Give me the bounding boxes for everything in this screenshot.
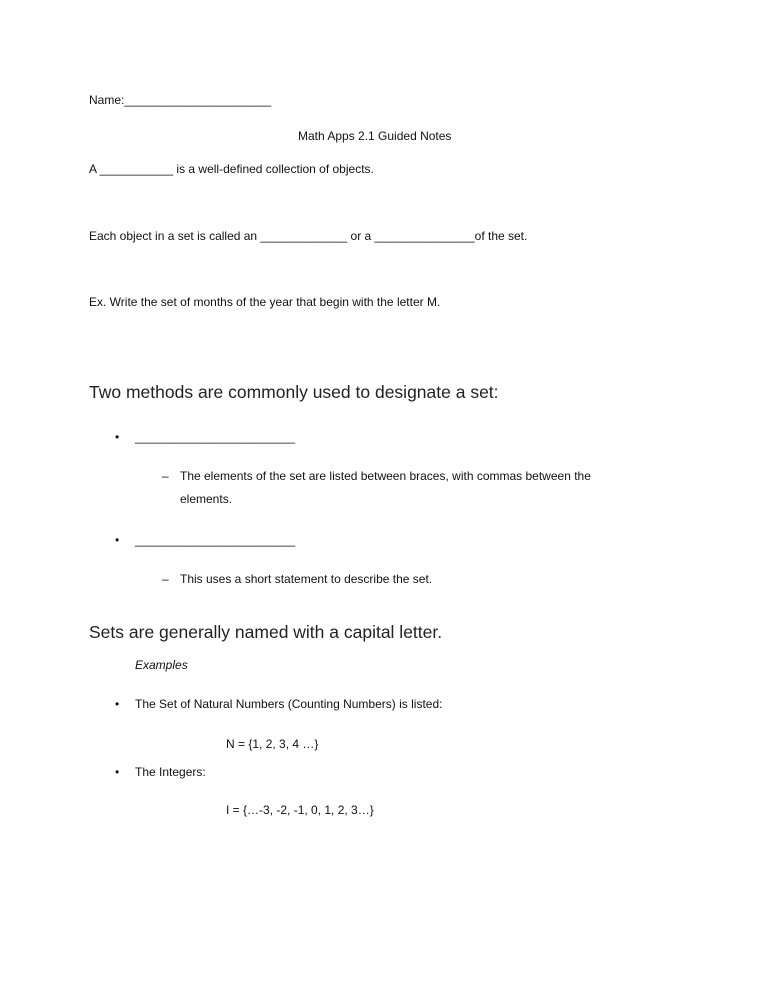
builder-method-blank: ________________________ [135, 533, 296, 547]
methods-heading: Two methods are commonly used to designate a set: [89, 382, 499, 402]
dash: – [162, 469, 169, 483]
bullet: • [115, 697, 120, 711]
bullet: • [115, 765, 120, 779]
natural-numbers-formula: N = {1, 2, 3, 4 …} [226, 737, 319, 751]
bullet: • [115, 533, 120, 547]
integers-formula: I = {…-3, -2, -1, 0, 1, 2, 3…} [226, 803, 374, 817]
set-definition: A ___________ is a well-defined collection of objects. [89, 162, 374, 176]
name-line: Name:______________________ [89, 93, 272, 107]
document-title: Math Apps 2.1 Guided Notes [298, 129, 452, 143]
builder-description: This uses a short statement to describe the set. [180, 572, 433, 586]
element-definition: Each object in a set is called an _____________ or a _______________of the set. [89, 229, 528, 243]
examples-label: Examples [135, 658, 188, 672]
bullet: • [115, 430, 120, 444]
roster-description-cont: elements. [180, 492, 233, 506]
dash: – [162, 572, 169, 586]
naming-heading: Sets are generally named with a capital letter. [89, 622, 443, 642]
example-prompt: Ex. Write the set of months of the year that begin with the letter M. [89, 295, 441, 309]
natural-numbers-text: The Set of Natural Numbers (Counting Numbers) is listed: [135, 697, 443, 711]
integers-text: The Integers: [135, 765, 206, 779]
roster-description: The elements of the set are listed between braces, with commas between the [180, 469, 591, 483]
roster-method-blank: ________________________ [135, 430, 296, 444]
